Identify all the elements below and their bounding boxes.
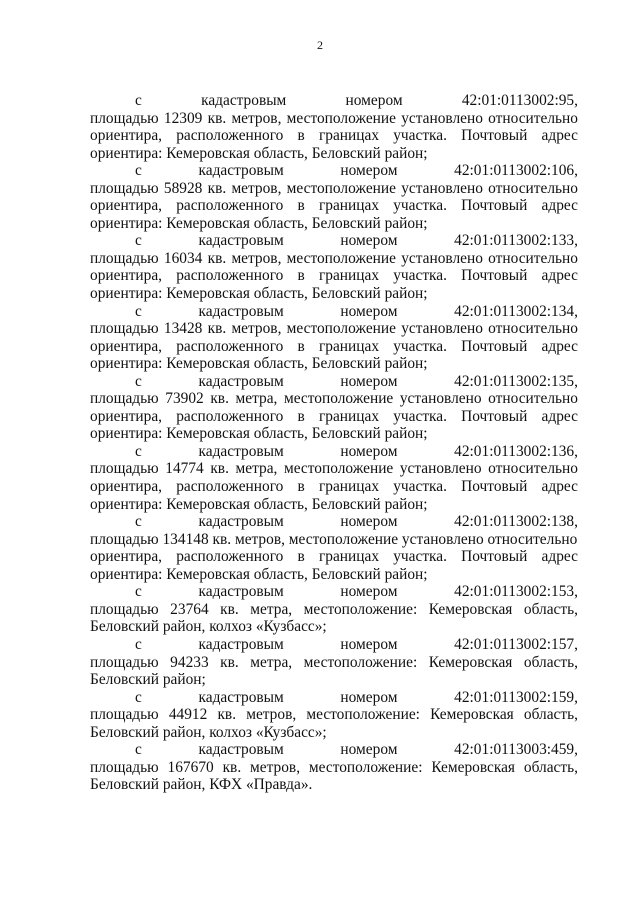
entry-word: 94233 [170, 653, 209, 671]
entry-word: кадастровым [201, 92, 287, 109]
entry-word: площадью [90, 109, 159, 127]
entry-word: площадью [90, 249, 159, 267]
entry-word: с [135, 372, 142, 390]
entry-word: Почтовый [461, 407, 528, 425]
entry-text-line [90, 390, 578, 408]
entry-text-line [90, 654, 578, 672]
entry-text-line [90, 285, 578, 303]
entry-word: относительно [488, 390, 578, 408]
entry-word: адрес [541, 267, 578, 285]
entry-word: площадью [90, 706, 159, 724]
entry-text-line [90, 671, 578, 689]
entry-word: 58928 [163, 179, 203, 197]
entry-word: границах [318, 127, 380, 145]
entry-word: кадастровым [198, 741, 284, 759]
entry-word: 42:01:0113002:134, [454, 302, 578, 320]
entry-word: ориентира: Кемеровская область, Беловский район; [90, 285, 428, 303]
entry-word: номером [340, 741, 398, 759]
entry-word: 42:01:0113002:106, [454, 162, 578, 180]
entry-word: площадью [90, 390, 159, 408]
entry-word: границах [318, 407, 380, 425]
entry-word: область, [523, 653, 578, 671]
entry-word: кв. [207, 249, 227, 267]
entry-word: кадастровым [198, 513, 284, 531]
entry-word: 73902 [165, 390, 204, 408]
entry-word: кадастровым [198, 372, 284, 390]
entry-word: с [135, 688, 142, 706]
entry-word: с [135, 302, 142, 320]
cadastral-entry [90, 373, 578, 443]
entry-word: с [135, 232, 142, 250]
entry-word: местоположение: [303, 653, 418, 671]
entry-word: Кемеровская [431, 758, 516, 776]
entry-word: установлено [401, 109, 483, 127]
entry-word: установлено [399, 460, 482, 478]
entry-text-line [90, 759, 578, 777]
entry-word: метра, [235, 460, 278, 478]
entry-word: Почтовый [461, 548, 528, 566]
entry-text-line [90, 496, 578, 514]
entry-word: номером [340, 442, 398, 460]
entry-word: относительно [488, 460, 578, 478]
entry-word: Беловский район; [90, 671, 206, 689]
entry-word: ориентира: Кемеровская область, Беловский район; [90, 355, 428, 373]
entry-word: метров, [231, 320, 282, 338]
entry-word: кв. [222, 758, 242, 776]
entry-word: номером [340, 302, 398, 320]
entry-word: в [297, 337, 305, 355]
entry-text-line [90, 110, 578, 128]
entry-word: 42:01:0113002:133, [454, 232, 578, 250]
entry-text-line [90, 320, 578, 338]
entry-word: местоположение [283, 390, 394, 408]
entry-word: местоположение: [303, 600, 418, 618]
entry-word: кв. [220, 600, 239, 618]
entry-word: кв. [210, 390, 229, 408]
entry-word: расположенного [176, 267, 284, 285]
entry-word: участка. [393, 267, 447, 285]
entry-word: Кемеровская [428, 600, 513, 618]
entry-word: кадастровым [198, 583, 284, 601]
entry-word: с [135, 513, 142, 531]
entry-word: кв. [210, 460, 229, 478]
entry-word: с [135, 741, 142, 759]
entry-text-line [90, 724, 578, 742]
entry-word: адрес [541, 548, 578, 566]
entry-word: кв. [207, 179, 227, 197]
entry-word: площадью [90, 758, 159, 776]
entry-text-line [90, 601, 578, 619]
entry-word: 42:01:0113002:159, [454, 688, 578, 706]
entry-word: Почтовый [461, 478, 528, 496]
entry-word: номером [340, 688, 398, 706]
entry-word: в [297, 197, 305, 215]
entry-word: кв. [207, 109, 227, 127]
entry-word: область, [523, 706, 578, 724]
entry-text-line [90, 478, 578, 496]
entry-heading-line [90, 689, 578, 707]
entry-word: кадастровым [198, 442, 284, 460]
entry-word: установлено [401, 320, 483, 338]
entry-word: границах [318, 548, 380, 566]
cadastral-entry [90, 583, 578, 636]
entry-word: расположенного [176, 478, 284, 496]
entry-word: Беловский район, колхоз «Кузбасс»; [90, 723, 327, 741]
entry-text-line [90, 250, 578, 268]
cadastral-entry [90, 162, 578, 232]
entry-heading-line [90, 92, 578, 110]
entry-word: 42:01:0113002:157, [454, 635, 578, 653]
entry-text-line [90, 548, 578, 566]
entry-word: местоположение: [308, 758, 423, 776]
entry-word: номером [340, 513, 398, 531]
entry-word: Почтовый [461, 197, 528, 215]
entry-heading-line [90, 741, 578, 759]
entry-heading-line [90, 443, 578, 461]
entry-word: установлено [401, 249, 483, 267]
entry-text-line [90, 355, 578, 373]
entry-word: в [297, 478, 305, 496]
entry-word: ориентира, [90, 267, 163, 285]
entry-word: участка. [393, 548, 447, 566]
entry-word: 13428 [163, 320, 203, 338]
entry-text-line [90, 197, 578, 215]
entry-word: 42:01:0113002:135, [454, 372, 578, 390]
entry-word: Беловский район, колхоз «Кузбасс»; [90, 618, 327, 636]
entry-text-line [90, 460, 578, 478]
entry-word: область, [523, 600, 578, 618]
entry-word: метров, [231, 249, 282, 267]
entry-word: относительно [488, 249, 578, 267]
entry-heading-line [90, 636, 578, 654]
cadastral-entry [90, 443, 578, 513]
entry-text-line [90, 531, 578, 549]
entry-word: метров, [231, 109, 282, 127]
entry-text-line [90, 127, 578, 145]
entry-word: относительно [488, 320, 578, 338]
entry-word: адрес [541, 478, 578, 496]
entry-heading-line [90, 303, 578, 321]
cadastral-entry [90, 636, 578, 689]
entry-text-line [90, 425, 578, 443]
entry-word: местоположение [286, 109, 396, 127]
entry-word: 42:01:0113002:138, [454, 513, 578, 531]
entry-word: 12309 [163, 109, 203, 127]
entry-word: номером [340, 162, 398, 180]
entry-word: ориентира: Кемеровская область, Беловский район; [90, 425, 428, 443]
entry-text-line [90, 618, 578, 636]
entry-word: адрес [541, 197, 578, 215]
entry-word: метров, [246, 706, 297, 724]
entry-word: участка. [393, 337, 447, 355]
entry-word: Кемеровская [430, 706, 514, 724]
entry-word: с [135, 442, 142, 460]
entry-word: границах [318, 478, 380, 496]
entry-word: 14774 [165, 460, 204, 478]
entry-word: кадастровым [198, 635, 284, 653]
entry-word: расположенного [176, 337, 284, 355]
entry-word: номером [340, 583, 398, 601]
entry-word: с [135, 583, 142, 601]
entry-word: местоположение: [306, 706, 420, 724]
entry-word: адрес [541, 337, 578, 355]
entry-word: ориентира, [90, 337, 163, 355]
entry-word: кадастровым [198, 688, 284, 706]
entry-word: ориентира, [90, 478, 163, 496]
document-body [90, 92, 578, 794]
entry-word: 16034 [163, 249, 203, 267]
entry-word: метра, [250, 600, 293, 618]
entry-text-line [90, 706, 578, 724]
entry-word: с [135, 162, 142, 180]
entry-word: границах [318, 197, 380, 215]
entry-word: Почтовый [461, 127, 528, 145]
entry-word: Кемеровская [428, 653, 513, 671]
entry-word: местоположение [286, 249, 396, 267]
entry-word: Беловский район, КФХ «Правда». [90, 776, 313, 794]
cadastral-entry [90, 741, 578, 794]
entry-word: участка. [393, 407, 447, 425]
entry-word: 23764 [170, 600, 209, 618]
entry-word: расположенного [176, 407, 284, 425]
entry-word: номером [340, 635, 398, 653]
entry-word: расположенного [176, 127, 284, 145]
entry-word: ориентира, [90, 197, 163, 215]
entry-text-line [90, 566, 578, 584]
entry-word: кадастровым [198, 232, 284, 250]
entry-word: метров, [231, 179, 282, 197]
entry-word: площадью [90, 460, 159, 478]
entry-word: площадью [90, 320, 159, 338]
entry-word: участка. [393, 127, 447, 145]
entry-text-line [90, 145, 578, 163]
entry-word: номером [340, 372, 398, 390]
entry-word: ориентира, [90, 407, 163, 425]
cadastral-entry [90, 513, 578, 583]
entry-word: адрес [541, 407, 578, 425]
entry-word: ориентира, [90, 548, 163, 566]
cadastral-entry [90, 92, 578, 162]
entry-text-line [90, 267, 578, 285]
entry-word: адрес [541, 127, 578, 145]
entry-word: кв. [220, 653, 239, 671]
entry-heading-line [90, 583, 578, 601]
entry-word: ориентира, [90, 127, 163, 145]
entry-word: установлено [399, 390, 482, 408]
entry-word: расположенного [176, 548, 284, 566]
entry-heading-line [90, 232, 578, 250]
entry-word: границах [318, 337, 380, 355]
entry-word: кадастровым [198, 162, 284, 180]
entry-word: 42:01:0113002:136, [454, 442, 578, 460]
entry-word: участка. [393, 478, 447, 496]
entry-text-line [90, 408, 578, 426]
entry-word: местоположение [286, 320, 396, 338]
entry-word: область, [523, 758, 578, 776]
entry-word: ориентира: Кемеровская область, Беловский район; [90, 495, 428, 513]
entry-word: Почтовый [461, 267, 528, 285]
cadastral-entry [90, 303, 578, 373]
cadastral-entry [90, 232, 578, 302]
entry-word: в [297, 407, 305, 425]
entry-word: с [135, 92, 142, 109]
entry-word: ориентира: Кемеровская область, Беловский район; [90, 214, 428, 232]
entry-word: в [297, 548, 305, 566]
entry-word: площадью [90, 179, 159, 197]
entry-word: границах [318, 267, 380, 285]
entry-word: площадью [90, 653, 159, 671]
entry-word: местоположение [286, 179, 396, 197]
entry-word: местоположение [283, 460, 394, 478]
entry-heading-line [90, 513, 578, 531]
entry-word: 44912 [168, 706, 208, 724]
entry-heading-line [90, 162, 578, 180]
entry-word: установлено [401, 179, 483, 197]
entry-word: Почтовый [461, 337, 528, 355]
entry-word: 42:01:0113002:153, [454, 583, 578, 601]
entry-word: в [297, 267, 305, 285]
entry-word: площадью [90, 600, 159, 618]
entry-word: номером [340, 232, 398, 250]
entry-word: площадью 134148 кв. метров, местоположение установлено относительно [90, 530, 578, 548]
entry-word: 42:01:0113002:95, [461, 92, 578, 109]
page-number: 2 [317, 38, 323, 52]
entry-word: ориентира: Кемеровская область, Беловский район; [90, 144, 428, 162]
entry-word: ориентира: Кемеровская область, Беловский район; [90, 565, 428, 583]
entry-word: относительно [488, 179, 578, 197]
entry-word: 167670 [167, 758, 214, 776]
entry-text-line [90, 215, 578, 233]
entry-text-line [90, 180, 578, 198]
entry-word: метра, [250, 653, 293, 671]
entry-word: кв. [217, 706, 237, 724]
entry-word: расположенного [176, 197, 284, 215]
entry-word: кадастровым [198, 302, 284, 320]
entry-word: метра, [235, 390, 278, 408]
entry-text-line [90, 338, 578, 356]
entry-word: относительно [488, 109, 578, 127]
entry-word: в [297, 127, 305, 145]
entry-word: участка. [393, 197, 447, 215]
cadastral-entry [90, 689, 578, 742]
entry-word: номером [345, 92, 403, 109]
entry-word: 42:01:0113003:459, [454, 741, 578, 759]
entry-word: с [135, 635, 142, 653]
entry-heading-line [90, 373, 578, 391]
entry-word: метров, [250, 758, 301, 776]
entry-text-line [90, 776, 578, 794]
entry-word: кв. [207, 320, 227, 338]
